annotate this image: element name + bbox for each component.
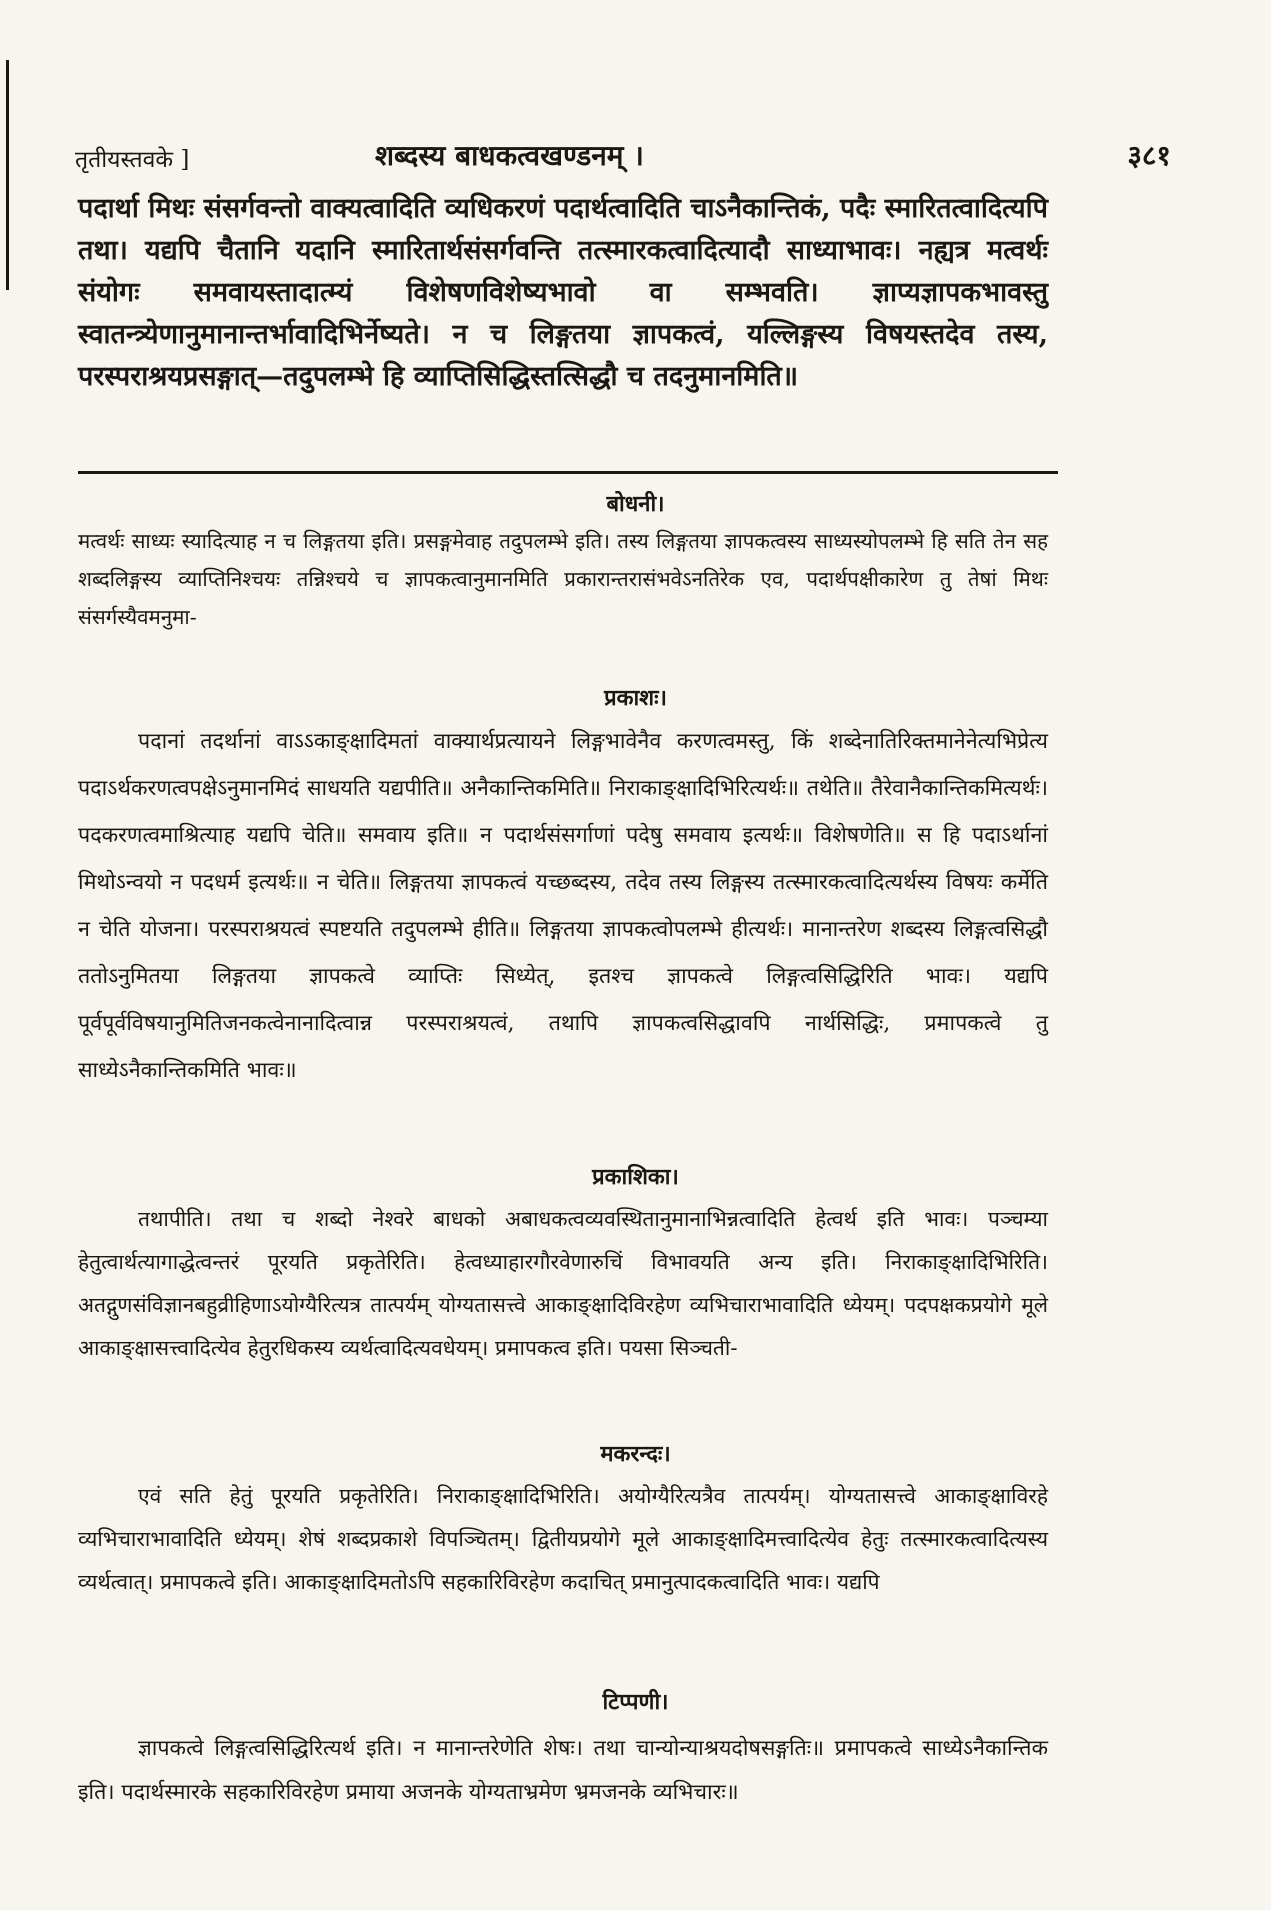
prakashika-paragraph: तथापीति। तथा च शब्दो नेश्वरे बाधको अबाधकत्वव्यवस्थितानुमानाभिन्नत्वादिति हेत्वर्थ इति भावः। पञ्चम्या हेतुत्वार्थत्यागाद्धेत्वन्तरं पूरयति प्रकृतेरिति। हेत्वध्याहारगौरवेणारुचिं विभावयति अन्य इति। निराकाङ्क्षादिभिरिति। अतद्गुणसंविज्ञानबहुव्रीहिणाऽयोग्यैरित्यत्र तात्पर्यम् योग्यतासत्त्वे आकाङ्क्षादिविरहेण व्यभिचाराभावादिति ध्येयम्। पदपक्षकप्रयोगे मूले आकाङ्क्षासत्त्वादित्येव हेतुरधिकस्य व्यर्थत्वादित्यवधेयम्। प्रमापकत्व इति। पयसा सिञ्चती- <box>78 1207 1048 1360</box>
prakasha-title: प्रकाशः। <box>604 685 667 711</box>
main-paragraph: पदार्था मिथः संसर्गवन्तो वाक्यत्वादिति व्यधिकरणं पदार्थत्वादिति चाऽनैकान्तिकं, पदैः स्मारितत्वादित्यपि तथा। यद्यपि चैतानि यदानि स्मारितार्थसंसर्गवन्ति तत्स्मारकत्वादित्यादौ साध्याभावः। नह्यत्र मत्वर्थः संयोगः समवायस्तादात्म्यं विशेषणविशेष्यभावो वा सम्भवति। ज्ञाप्यज्ञापकभावस्तु स्वातन्त्र्येणानुमानान्तर्भावादिभिर्नेष्यते। न च लिङ्गतया ज्ञापकत्वं, यल्लिङ्गस्य विषयस्तदेव तस्य, परस्पराश्रयप्रसङ्गात्—तदुपलम्भे हि व्याप्तिसिद्धिस्तत्सिद्धौ च तदनुमानमिति॥ <box>78 193 1048 392</box>
prakashika-commentary <box>78 1198 1048 1370</box>
bodhani-commentary <box>78 522 1048 636</box>
tippani-title: टिप्पणी। <box>602 1689 669 1715</box>
makaranda-title: मकरन्दः। <box>600 1441 671 1467</box>
margin-rule <box>6 60 9 290</box>
main-text <box>78 188 1048 398</box>
page-number: ३८१ <box>1127 139 1171 172</box>
prakasha-commentary <box>78 718 1048 1094</box>
header-title: शब्दस्य बाधकत्वखण्डनम् । <box>375 139 644 172</box>
makaranda-commentary <box>78 1475 1048 1604</box>
section-divider <box>78 471 1058 474</box>
tippani-paragraph: ज्ञापकत्वे लिङ्गत्वसिद्धिरित्यर्थ इति। न मानान्तरेणेति शेषः। तथा चान्योन्याश्रयदोषसङ्गतिः॥ प्रमापकत्वे साध्येऽनैकान्तिक इति। पदार्थस्मारके सहकारिविरहेण प्रमाया अजनके योग्यताभ्रमेण भ्रमजनके व्यभिचारः॥ <box>78 1736 1048 1805</box>
bodhani-title: बोधनी। <box>606 491 665 517</box>
prakashika-title: प्रकाशिका। <box>592 1164 679 1190</box>
tippani-commentary <box>78 1727 1048 1815</box>
header-section-label: तृतीयस्तवके ] <box>75 147 190 173</box>
bodhani-paragraph: मत्वर्थः साध्यः स्यादित्याह न च लिङ्गतया इति। प्रसङ्गमेवाह तदुपलम्भे इति। तस्य लिङ्गतया ज्ञापकत्वस्य साध्यस्योपलम्भे हि सति तेन सह शब्दलिङ्गस्य व्याप्तिनिश्चयः तन्निश्चये च ज्ञापकत्वानुमानमिति प्रकारान्तरासंभवेऽनतिरेक एव, पदार्थपक्षीकारेण तु तेषां मिथः संसर्गस्यैवमनुमा- <box>78 529 1048 629</box>
makaranda-paragraph: एवं सति हेतुं पूरयति प्रकृतेरिति। निराकाङ्क्षादिभिरिति। अयोग्यैरित्यत्रैव तात्पर्यम्। योग्यतासत्त्वे आकाङ्क्षाविरहे व्यभिचाराभावादिति ध्येयम्। शेषं शब्दप्रकाशे विपञ्चितम्। द्वितीयप्रयोगे मूले आकाङ्क्षादिमत्त्वादित्येव हेतुः तत्स्मारकत्वादित्यस्य व्यर्थत्वात्। प्रमापकत्वे इति। आकाङ्क्षादिमतोऽपि सहकारिविरहेण कदाचित् प्रमानुत्पादकत्वादिति भावः। यद्यपि <box>78 1484 1048 1594</box>
running-header <box>75 136 1171 176</box>
prakasha-paragraph: पदानां तदर्थानां वाऽऽकाङ्क्षादिमतां वाक्यार्थप्रत्यायने लिङ्गभावेनैव करणत्वमस्तु, किं शब्देनातिरिक्तमानेनेत्यभिप्रेत्य पदाऽर्थकरणत्वपक्षेऽनुमानमिदं साधयति यद्यपीति॥ अनैकान्तिकमिति॥ निराकाङ्क्षादिभिरित्यर्थः॥ तथेति॥ तैरेवानैकान्तिकमित्यर्थः। पदकरणत्वमाश्रित्याह यद्यपि चेति॥ समवाय इति॥ न पदार्थसंसर्गाणां पदेषु समवाय इत्यर्थः॥ विशेषणेति॥ स हि पदाऽर्थानां मिथोऽन्वयो न पदधर्म इत्यर्थः॥ न चेति॥ लिङ्गतया ज्ञापकत्वं यच्छब्दस्य, तदेव तस्य लिङ्गस्य तत्स्मारकत्वादित्यर्थस्य विषयः कर्मेति न चेति योजना। परस्पराश्रयत्वं स्पष्टयति तदुपलम्भे हीति॥ लिङ्गतया ज्ञापकत्वोपलम्भे हीत्यर्थः। मानान्तरेण शब्दस्य लिङ्गत्वसिद्धौ ततोऽनुमितया लिङ्गतया ज्ञापकत्वे व्याप्तिः सिध्येत्, इतश्च ज्ञापकत्वे लिङ्गत्वसिद्धिरिति भावः। यद्यपि पूर्वपूर्वविषयानुमितिजनकत्वेनानादित्वान्न परस्पराश्रयत्वं, तथापि ज्ञापकत्वसिद्धावपि नार्थसिद्धिः, प्रमापकत्वे तु साध्येऽनैकान्तिकमिति भावः॥ <box>78 729 1048 1083</box>
